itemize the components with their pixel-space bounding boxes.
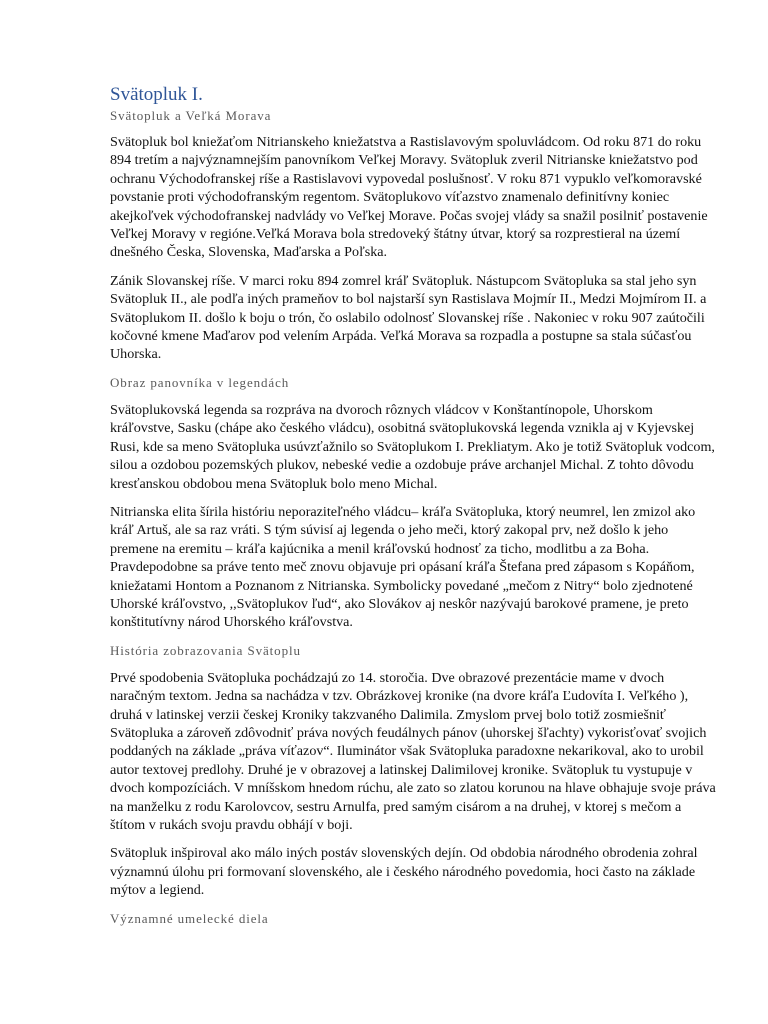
paragraph: Svätopluk inšpiroval ako málo iných postáv slovenských dejín. Od obdobia národného obrodenia zohral významnú úlohu pri formovaní slovenského, ale i českého národného povedomia, hoci často na základe mýtov a legiend. [110,845,698,899]
document-page [110,84,716,937]
paragraph: Svätopluk bol kniežaťom Nitrianskeho kniežatstva a Rastislavovým spoluvládcom. Od roku 871 do roku 894 tretím a najvýznamnejším panovníkom Veľkej Moravy. Svätopluk zveril Nitrianske kniežatstvo pod ochranu Východofranskej ríše a Rastislavovi vypovedal poslušnosť. V roku 871 vypuklo veľkomoravské povstanie proti východofranským regentom. Svätoplukovo víťazstvo znamenalo definitívny koniec akejkoľvek východofranskej nadvlády vo Veľkej Morave. Počas svojej vlády sa snažil posilniť postavenie Veľkej Moravy v regióne.Veľká Morava bola stredoveký štátny útvar, ktorý sa rozprestieral na území dnešného Česka, Slovenska, Maďarska a Poľska. [110,134,708,261]
paragraph: Svätoplukovská legenda sa rozpráva na dvoroch rôznych vládcov v Konštantínopole, Uhorskom kráľovstve, Sasku (chápe ako českého vládcu), osobitná svätoplukovská legenda vznikla aj v Kyjevskej Rusi, kde sa meno Svätopluka usúvzťažnilo so Svätoplukom I. Prekliatym. Ako je totiž Svätopluk vodcom, silou a ozdobou pozemských plukov, nebeské vedie a ozdobuje práve archanjel Michal. Z tohto dôvodu kresťanskou obdobou mena Svätopluk bolo meno Michal. [110,401,715,492]
section-heading: História zobrazovania Svätoplu [110,642,301,658]
section-heading: Významné umelecké diela [110,910,269,926]
paragraph: Prvé spodobenia Svätopluka pochádzajú zo 14. storočia. Dve obrazové prezentácie mame v dvoch naračným textom. Jedna sa nachádza v tzv. Obrázkovej kronike (na dvore kráľa Ľudovíta I. Veľkého ), druhá v latinskej verzii českej Kroniky takzvaného Dalimila. Zmyslom prvej bolo totiž zosmiešniť Svätopluka a zároveň zdôvodniť práva nových feudálnych pánov (uhorskej šľachty) vykorisťovať svojich poddaných na základe „práva víťazov“. Iluminátor však Svätopluka paradoxne nekarikoval, ako to urobil autor textovej predlohy. Druhé je v obrazovej a latinskej Dalimilovej kronike. Svätopluk tu vystupuje v dvoch kompozíciách. V mníšskom hnedom rúchu, ale zato so zlatou korunou na hlave obhajuje svoje práva na manželku z rodu Karolovcov, sestru Arnulfa, pred samým cisárom a na druhej, v ktorej s mečom a štítom v rukách svoju pravdu obhájí v boji. [110,669,716,833]
document-subtitle: Svätopluk a Veľká Morava [110,108,272,123]
document-title: Svätopluk I. [110,84,203,105]
section-heading: Obraz panovníka v legendách [110,374,290,390]
paragraph: Nitrianska elita šírila históriu neporaziteľného vládcu– kráľa Svätopluka, ktorý neumrel, len zmizol ako kráľ Artuš, ale sa raz vráti. S tým súvisí aj legenda o jeho meči, ktorý zakopal prv, než došlo k jeho premene na eremitu – kráľa kajúcnika a menil kráľovskú hodnosť za ticho, modlitbu a za Boha. Pravdepodobne sa práve tento meč znovu objavuje pri opásaní kráľa Štefana pred zápasom s Kopáňom, kniežatami Hontom a Poznanom z Nitrianska. Symbolicky povedané „mečom z Nitry“ bolo zjednotené Uhorské kráľovstvo, ,,Svätoplukov ľud“, ako Slovákov aj neskôr nazývajú barokové pramene, je preto konštitutívny národ Uhorského kráľovstva. [110,503,696,631]
paragraph: Zánik Slovanskej ríše. V marci roku 894 zomrel kráľ Svätopluk. Nástupcom Svätopluka sa stal jeho syn Svätopluk II., ale podľa iných prameňov to bol najstarší syn Rastislava Mojmír II., Medzi Mojmírom II. a Svätoplukom II. došlo k boju o trón, čo oslabilo odolnosť Slovanskej ríše . Nakoniec v roku 907 zaútočili kočovné kmene Maďarov pod velením Arpáda. Veľká Morava sa rozpadla a postupne sa stala súčasťou Uhorska. [110,272,707,363]
